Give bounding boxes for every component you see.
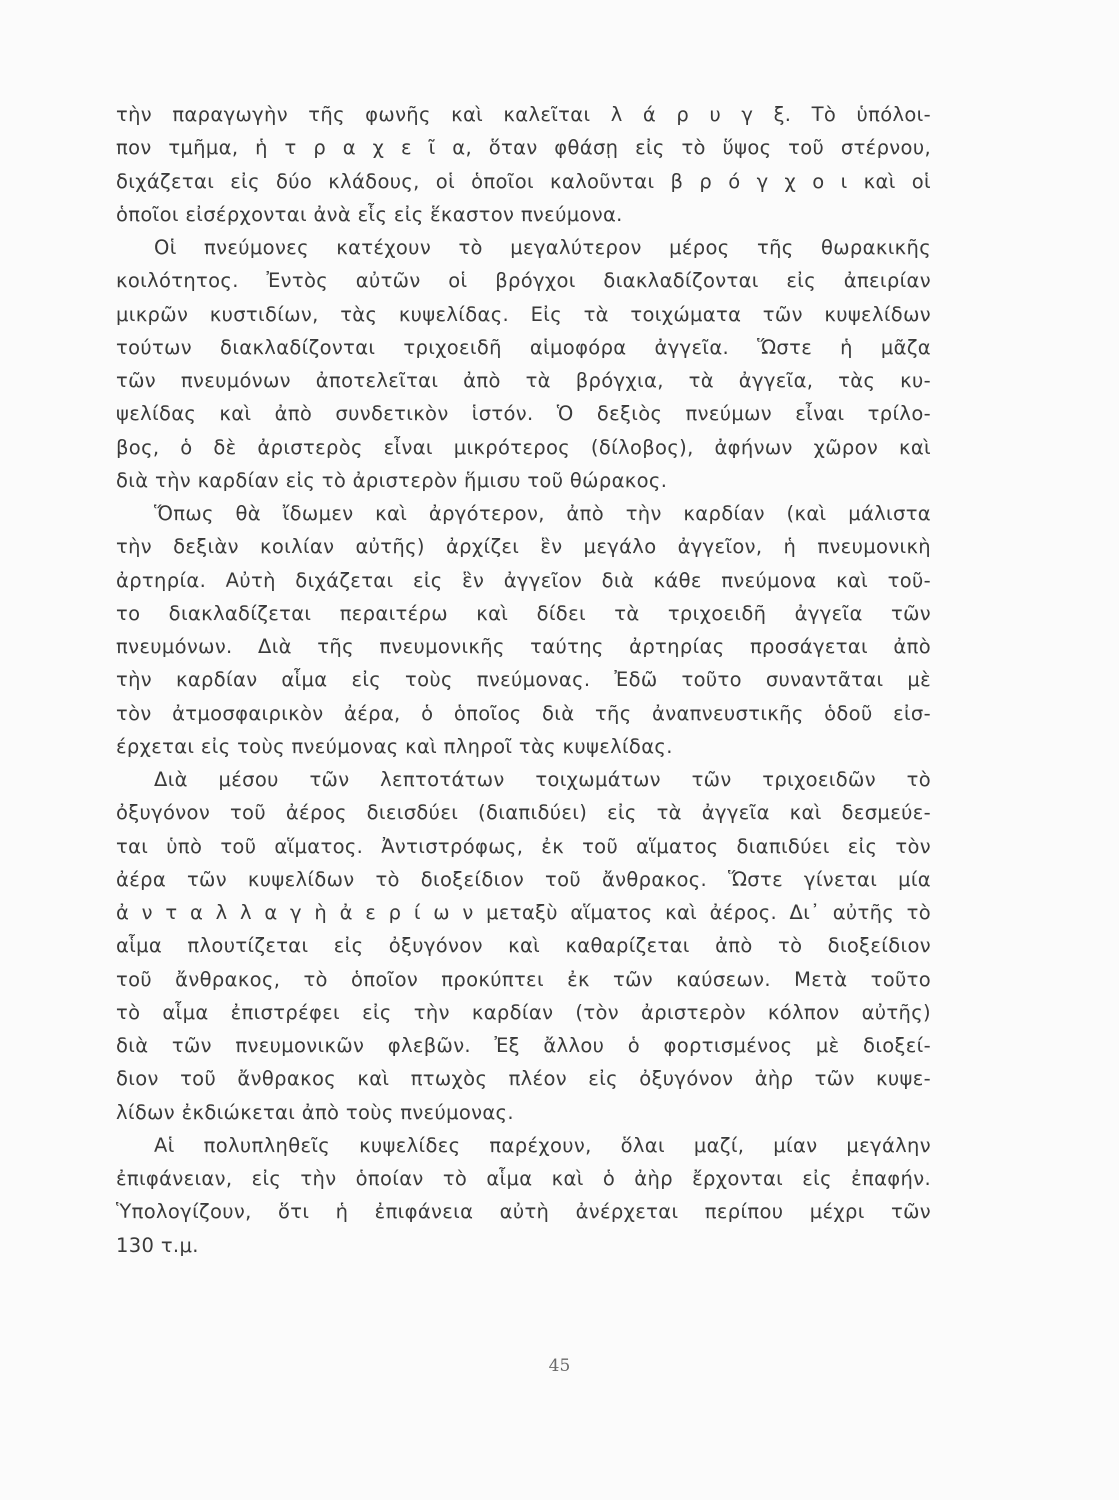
text-line: τὸν ἀτμοσφαιρικὸν ἀέρα, ὁ ὁποῖος διὰ τῆς ἀναπνευστικῆς ὁδοῦ εἰσ-: [116, 701, 931, 725]
text-line: τὸ αἷμα ἐπιστρέφει εἰς τὴν καρδίαν (τὸν ἀριστερὸν κόλπον αὐτῆς): [116, 1000, 931, 1024]
text-line: Ὅπως θὰ ἴδωμεν καὶ ἀργότερον, ἀπὸ τὴν καρδίαν (καὶ μάλιστα: [154, 502, 931, 525]
text-line: ὀξυγόνον τοῦ ἀέρος διεισδύει (διαπιδύει) εἰς τὰ ἀγγεῖα καὶ δεσμεύε-: [116, 801, 931, 825]
body-text: [116, 98, 931, 1262]
text-line: ἀ ν τ α λ λ α γ ὴ ἀ ε ρ ί ω ν μεταξὺ αἵματος καὶ ἀέρος. Δι᾽ αὐτῆς τὸ: [116, 901, 931, 924]
text-line: Ὑπολογίζουν, ὅτι ἡ ἐπιφάνεια αὐτὴ ἀνέρχεται περίπου μέχρι τῶν: [116, 1200, 931, 1224]
text-line: βος, ὁ δὲ ἀριστερὸς εἶναι μικρότερος (δίλοβος), ἀφήνων χῶρον καὶ: [116, 435, 931, 459]
text-line: τὴν παραγωγὴν τῆς φωνῆς καὶ καλεῖται λ ά ρ υ γ ξ. Τὸ ὑπόλοι-: [116, 103, 931, 126]
text-line: τούτων διακλαδίζονται τριχοειδῆ αἱμοφόρα ἀγγεῖα. Ὥστε ἡ μᾶζα: [116, 335, 931, 359]
text-line: διὰ τὴν καρδίαν εἰς τὸ ἀριστερὸν ἥμισυ τοῦ θώρακος.: [116, 468, 668, 492]
text-line: διχάζεται εἰς δύο κλάδους, οἱ ὁποῖοι καλοῦνται β ρ ό γ χ ο ι καὶ οἱ: [116, 169, 931, 193]
text-line: τῶν πνευμόνων ἀποτελεῖται ἀπὸ τὰ βρόγχια, τὰ ἀγγεῖα, τὰς κυ-: [116, 369, 931, 392]
text-line: λίδων ἐκδιώκεται ἀπὸ τοὺς πνεύμονας.: [116, 1100, 514, 1124]
text-line: έρχεται εἰς τοὺς πνεύμονας καὶ πληροῖ τὰς κυψελίδας.: [116, 734, 673, 758]
text-line: αἷμα πλουτίζεται εἰς ὀξυγόνον καὶ καθαρίζεται ἀπὸ τὸ διοξείδιον: [116, 934, 931, 958]
text-line: Οἱ πνεύμονες κατέχουν τὸ μεγαλύτερον μέρος τῆς θωρακικῆς: [154, 236, 931, 259]
text-line: τοῦ ἄνθρακος, τὸ ὁποῖον προκύπτει ἐκ τῶν καύσεων. Μετὰ τοῦτο: [116, 967, 931, 991]
text-line: τὴν δεξιὰν κοιλίαν αὐτῆς) ἀρχίζει ἓν μεγάλο ἀγγεῖον, ἡ πνευμονικὴ: [116, 535, 931, 559]
text-line: το διακλαδίζεται περαιτέρω καὶ δίδει τὰ τριχοειδῆ ἀγγεῖα τῶν: [116, 601, 931, 625]
text-line: πον τμῆμα, ἡ τ ρ α χ ε ῖ α, ὅταν φθάσῃ εἰς τὸ ὕψος τοῦ στέρνου,: [116, 136, 931, 160]
text-line: ται ὑπὸ τοῦ αἵματος. Ἀντιστρόφως, ἐκ τοῦ αἵματος διαπιδύει εἰς τὸν: [116, 834, 931, 858]
text-line: τὴν καρδίαν αἷμα εἰς τοὺς πνεύμονας. Ἐδῶ τοῦτο συναντᾶται μὲ: [116, 668, 931, 692]
text-line: ἀρτηρία. Αὐτὴ διχάζεται εἰς ἓν ἀγγεῖον διὰ κάθε πνεύμονα καὶ τοῦ-: [116, 568, 931, 592]
text-line: πνευμόνων. Διὰ τῆς πνευμονικῆς ταύτης ἀρτηρίας προσάγεται ἀπὸ: [116, 635, 931, 658]
text-line: 130 τ.μ.: [116, 1233, 199, 1257]
text-line: ἀέρα τῶν κυψελίδων τὸ διοξείδιον τοῦ ἄνθρακος. Ὥστε γίνεται μία: [116, 867, 931, 891]
text-line: Αἱ πολυπληθεῖς κυψελίδες παρέχουν, ὅλαι μαζί, μίαν μεγάλην: [154, 1133, 931, 1157]
text-line: ἐπιφάνειαν, εἰς τὴν ὁποίαν τὸ αἷμα καὶ ὁ ἀὴρ ἔρχονται εἰς ἐπαφήν.: [116, 1167, 931, 1190]
page-number: 45: [548, 1356, 571, 1376]
text-line: κοιλότητος. Ἐντὸς αὐτῶν οἱ βρόγχοι διακλαδίζονται εἰς ἀπειρίαν: [116, 269, 931, 293]
text-line: διον τοῦ ἄνθρακος καὶ πτωχὸς πλέον εἰς ὀξυγόνον ἀὴρ τῶν κυψε-: [116, 1067, 931, 1091]
text-line: Διὰ μέσου τῶν λεπτοτάτων τοιχωμάτων τῶν τριχοειδῶν τὸ: [154, 768, 931, 791]
text-line: ὁποῖοι εἰσέρχονται ἀνὰ εἷς εἰς ἕκαστον πνεύμονα.: [116, 202, 623, 226]
text-line: ψελίδας καὶ ἀπὸ συνδετικὸν ἱστόν. Ὁ δεξιὸς πνεύμων εἶναι τρίλο-: [116, 402, 931, 426]
text-line: μικρῶν κυστιδίων, τὰς κυψελίδας. Εἰς τὰ τοιχώματα τῶν κυψελίδων: [116, 302, 931, 326]
text-line: διὰ τῶν πνευμονικῶν φλεβῶν. Ἐξ ἄλλου ὁ φορτισμένος μὲ διοξεί-: [116, 1034, 931, 1057]
